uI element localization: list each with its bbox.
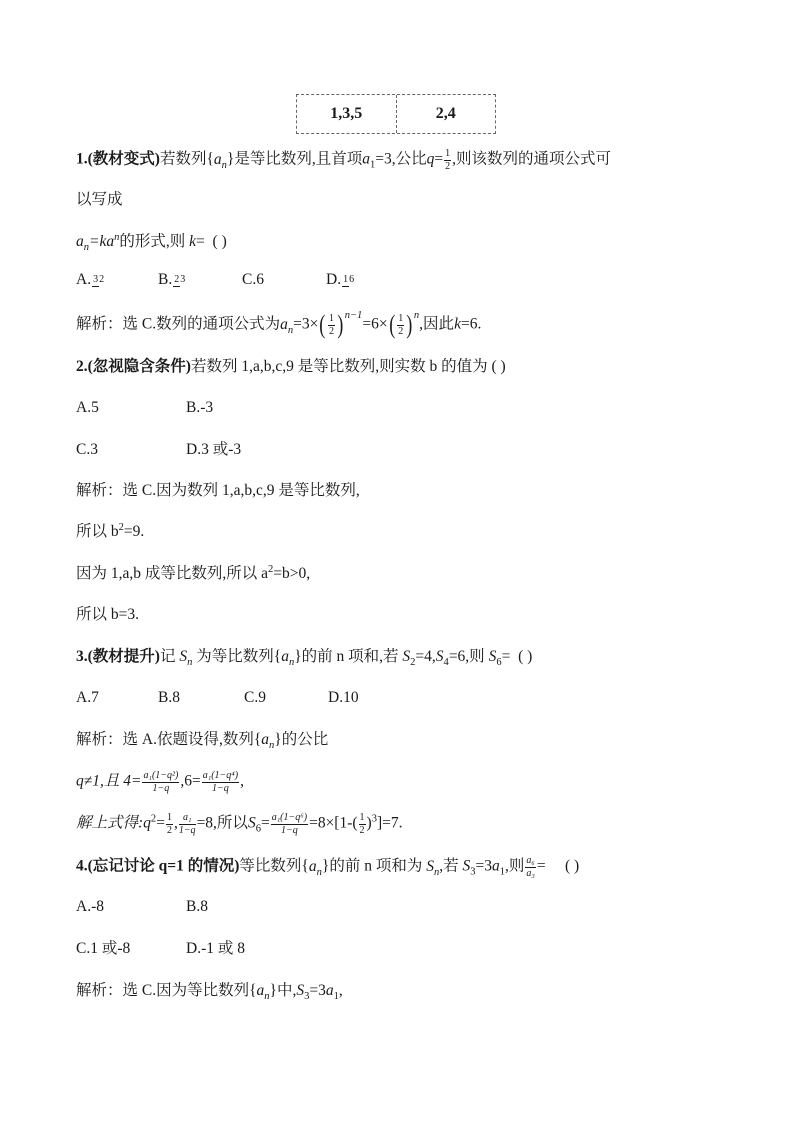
q1-solution: 解析：选 C.数列的通项公式为$a_n=3\times$ ( $\frac{1}{2}$ ) $^{n-1}$=6× ( $\frac{1}{2}$ ) $^n$,因此k=6. — [76, 310, 482, 339]
q2-options-row2 — [76, 441, 241, 460]
q2-solution-line3: 因为 1,a,b 成等比数列,所以 $a^2=b>0$, — [76, 563, 311, 582]
q1-stem-line3: $a_n=ka^n$的形式,则 k= ( ) — [76, 231, 227, 254]
q4-options-row1 — [76, 898, 208, 917]
q2-option-b[interactable]: B.-3 — [186, 399, 214, 416]
q4-option-c[interactable]: C.1 或-8 — [76, 940, 131, 957]
q3-option-d[interactable]: D.10 — [328, 689, 359, 706]
q1-option-d[interactable]: D. 16 — [326, 271, 355, 288]
q4-options-row2 — [76, 940, 245, 959]
q3-stem: 3.(教材提升)记 $S_n$ 为等比数列$\{a_n\}$的前 n 项和,若 $S_2=4,S_4=6$,则 $S_6=$ ( ) — [76, 648, 533, 669]
q4-option-d[interactable]: D.-1 或 8 — [186, 940, 245, 957]
q1-stem: 1.(教材变式)若数列$\{a_n\}$是等比数列,且首项$a_1=3$,公比q= $\frac{1}{2}$ ,则该数列的通项公式可 — [76, 148, 612, 172]
answer-group-even: 2,4 — [396, 95, 496, 133]
q1-stem-line2: 以写成 — [76, 191, 123, 208]
q2-options-row1 — [76, 399, 213, 418]
q2-option-c[interactable]: C.3 — [76, 441, 98, 458]
q1-option-b[interactable]: B. 23 — [158, 271, 186, 288]
q1-options — [76, 271, 355, 290]
q4-option-b[interactable]: B.8 — [186, 898, 208, 915]
answer-group-box — [296, 94, 496, 134]
q3-solution-line1: 解析：选 A.依题设得,数列$\{a_n\}$的公比 — [76, 731, 329, 752]
q2-solution-line2: 所以 $b^2=9$. — [76, 521, 145, 540]
q3-solution-line3: 解上式得$:q^2=$ $\frac{1}{2}$ , $\frac{\text{a₁}}{1-q}$ =8,所以$S_6=$ $\frac{\text{a₁(1−q⁶)}}{1-q}$ =8×[1-( $\frac{1}{2}$ )$^3$]=7. — [76, 812, 403, 836]
q3-options — [76, 689, 359, 708]
q2-option-d[interactable]: D.3 或-3 — [186, 441, 242, 458]
q4-stem: 4.(忘记讨论 q=1 的情况)等比数列$\{a_n\}$的前 n 项和为 $S_n$,若 $S_3=3a_1$,则 $\frac{\text{a₆}}{\text{a₃}}$ = ( ) — [76, 855, 580, 879]
q1-option-a[interactable]: A. 32 — [76, 271, 105, 288]
q3-option-c[interactable]: C.9 — [244, 689, 266, 706]
q2-option-a[interactable]: A.5 — [76, 399, 99, 416]
answer-group-odd: 1,3,5 — [330, 105, 363, 122]
q2-solution-line1: 解析：选 C.因为数列 1,a,b,c,9 是等比数列, — [76, 482, 360, 499]
q1-ratio-fraction: $\frac{1}{2}$ — [445, 148, 451, 172]
q2-solution-line4: 所以 b=3. — [76, 606, 139, 623]
q4-solution-line1: 解析：选 C.因为等比数列$\{a_n\}$中$,S_3=3a_1$, — [76, 982, 343, 1003]
q1-option-c[interactable]: C.6 — [242, 271, 264, 288]
q3-option-a[interactable]: A.7 — [76, 689, 99, 706]
q4-option-a[interactable]: A.-8 — [76, 898, 104, 915]
q3-option-b[interactable]: B.8 — [158, 689, 180, 706]
q3-solution-line2: q≠1,且 4= $\frac{\text{a₁(1−q²)}}{1-q}$ ,6= $\frac{\text{a₁(1−q⁴)}}{1-q}$ , — [76, 770, 244, 794]
q2-stem: 2.(忽视隐含条件)若数列 1,a,b,c,9 是等比数列,则实数 b 的值为 ( ) — [76, 358, 506, 375]
